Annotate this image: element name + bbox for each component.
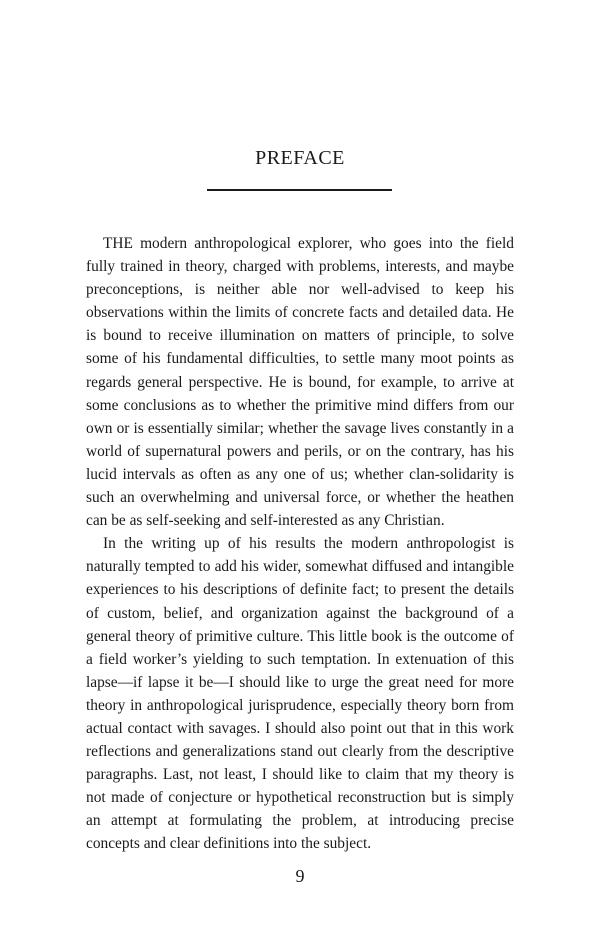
page-number: 9 [295,866,305,886]
paragraph-2: In the writing up of his results the modern anthropologist is naturally tempted to add his wider, somewhat diffused and intangible experiences to his descriptions of definite fact; to present the details of custom, belief, and organization against the background of a general theory of primitive culture. This little book is the outcome of a field worker’s yielding to such temptation. In extenuation of this lapse—if lapse it be—I should like to urge the great need for more theory in anthropological jurisprudence, especially theory born from actual contact with savages. I should also point out that in this work reflections and generalizations stand out clearly from the descriptive paragraphs. Last, not least, I should like to claim that my theory is not made of conjecture or hypothetical reconstruction but is simply an attempt at formulating the problem, at introducing precise concepts and clear definitions into the subject. [86,535,514,853]
title-underline-rule [207,189,392,191]
page-title: PREFACE [255,147,345,169]
paragraph-1: THE modern anthropological explorer, who goes into the field fully trained in theory, charged with problems, interests, and maybe preconceptions, is neither able nor well-advised to keep his observations within the limits of concrete facts and detailed data. He is bound to receive illumination on matters of principle, to solve some of his fundamental difficulties, to settle many moot points as regards general perspective. He is bound, for example, to arrive at some conclusions as to whether the primitive mind differs from our own or is essentially similar; whether the savage lives constantly in a world of supernatural powers and perils, or on the contrary, has his lucid intervals as often as any one of us; whether clan-solidarity is such an overwhelming and universal force, or whether the heathen can be as self-seeking and self-interested as any Christian. [86,235,514,530]
preface-body [86,232,514,856]
